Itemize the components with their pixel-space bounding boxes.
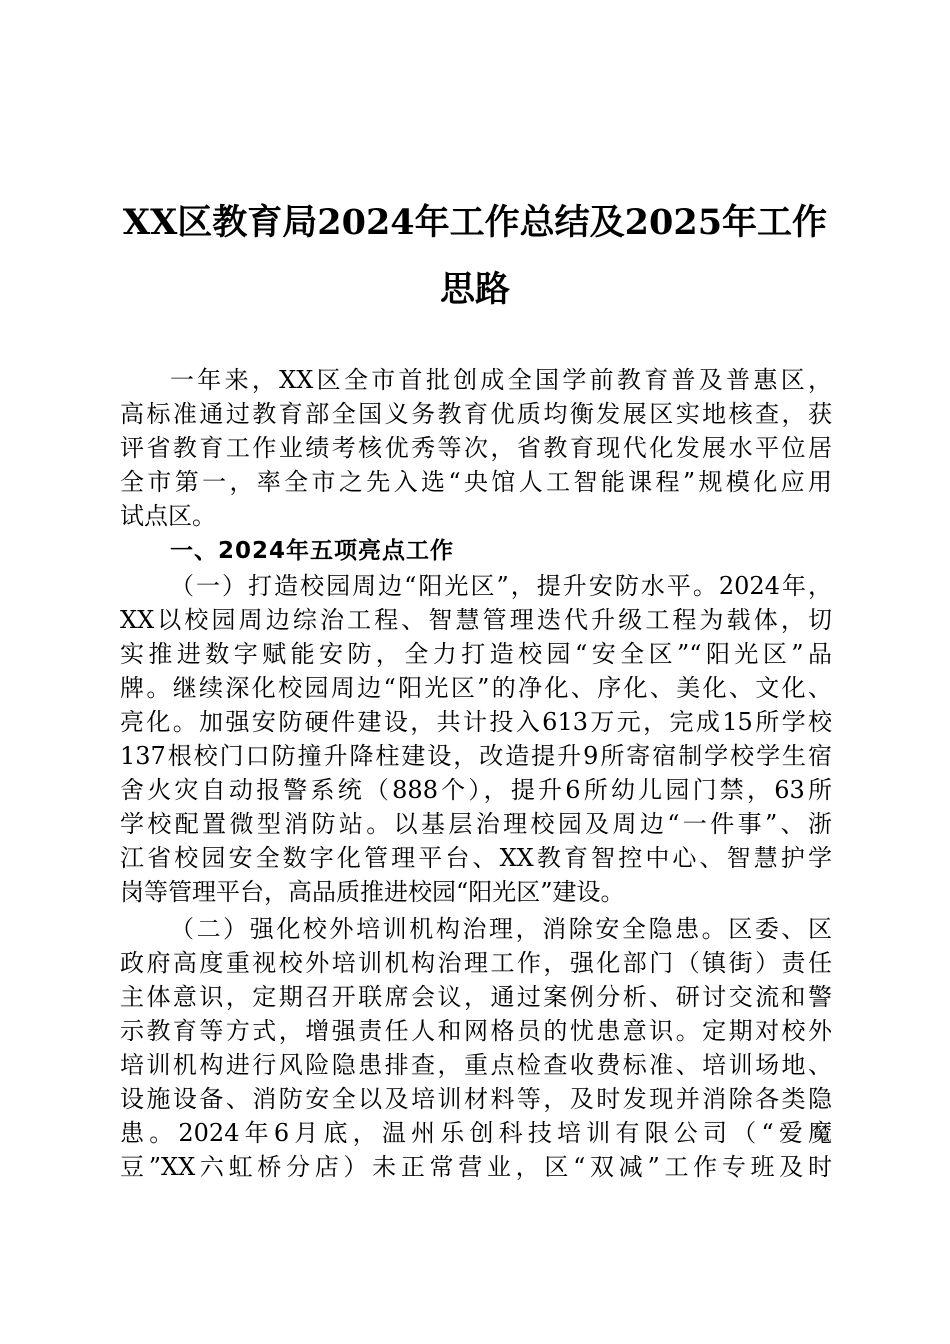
paragraph-line: 一年来，XX区全市首批创成全国学前教育普及普惠区， xyxy=(170,366,832,394)
paragraph-line: 政府高度重视校外培训机构治理工作，强化部门（镇街）责任 xyxy=(120,949,832,977)
paragraph-line: 岗等管理平台，高品质推进校园“阳光区”建设。 xyxy=(120,878,625,906)
paragraph-line: 江省校园安全数字化管理平台、XX教育智控中心、智慧护学 xyxy=(120,844,832,872)
paragraph-line: 豆”XX六虹桥分店）未正常营业，区“双减”工作专班及时 xyxy=(120,1153,832,1181)
paragraph-line: 舍火灾自动报警系统（888个），提升6所幼儿园门禁，63所 xyxy=(120,776,832,804)
document-title-line-1: XX区教育局2024年工作总结及2025年工作 xyxy=(122,202,828,243)
paragraph-line: 137根校门口防撞升降柱建设，改造提升9所寄宿制学校学生宿 xyxy=(120,742,832,770)
paragraph-line: 示教育等方式，增强责任人和网格员的忧患意识。定期对校外 xyxy=(120,1017,832,1045)
paragraph-line: 患。2024年6月底，温州乐创科技培训有限公司（“爱魔 xyxy=(120,1119,832,1147)
paragraph-line: 学校配置微型消防站。以基层治理校园及周边“一件事”、浙 xyxy=(120,810,832,838)
paragraph-line: 全市第一，率全市之先入选“央馆人工智能课程”规模化应用 xyxy=(120,468,832,496)
paragraph-line: 试点区。 xyxy=(120,502,216,530)
paragraph-line: 亮化。加强安防硬件建设，共计投入613万元，完成15所学校 xyxy=(120,708,832,736)
paragraph-line: 牌。继续深化校园周边“阳光区”的净化、序化、美化、文化、 xyxy=(120,674,832,702)
paragraph-line: （二）强化校外培训机构治理，消除安全隐患。区委、区 xyxy=(170,915,832,943)
paragraph-line: 培训机构进行风险隐患排查，重点检查收费标准、培训场地、 xyxy=(120,1051,832,1079)
paragraph-line: 主体意识，定期召开联席会议，通过案例分析、研讨交流和警 xyxy=(120,983,832,1011)
section-heading: 一、2024年五项亮点工作 xyxy=(170,538,455,564)
paragraph-line: XX以校园周边综治工程、智慧管理迭代升级工程为载体，切 xyxy=(120,606,832,634)
document-title-line-2: 思路 xyxy=(439,269,510,310)
paragraph-line: 高标准通过教育部全国义务教育优质均衡发展区实地核查，获 xyxy=(120,400,832,428)
paragraph-line: 评省教育工作业绩考核优秀等次，省教育现代化发展水平位居 xyxy=(120,434,832,462)
paragraph-line: （一）打造校园周边“阳光区”，提升安防水平。2024年， xyxy=(170,572,832,600)
paragraph-line: 设施设备、消防安全以及培训材料等，及时发现并消除各类隐 xyxy=(120,1085,832,1113)
paragraph-line: 实推进数字赋能安防，全力打造校园“安全区”“阳光区”品 xyxy=(120,640,832,668)
